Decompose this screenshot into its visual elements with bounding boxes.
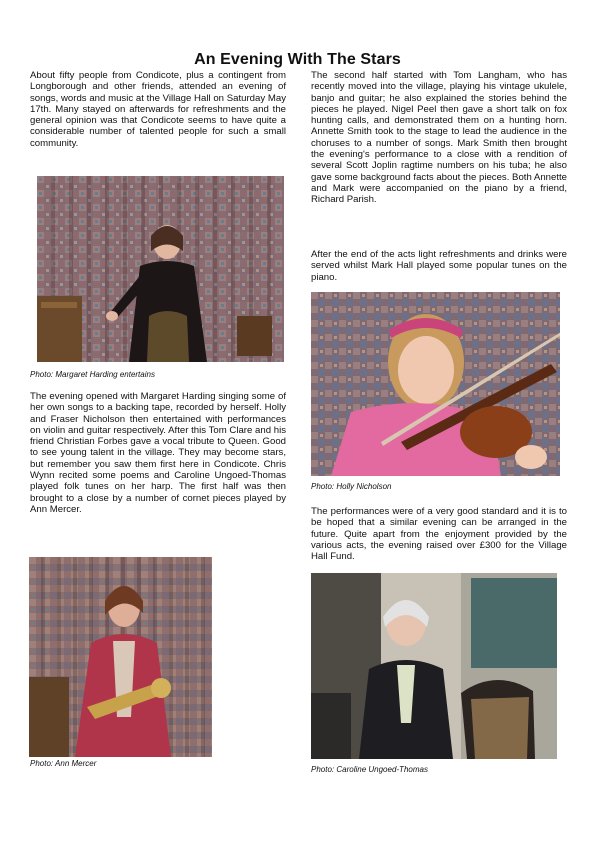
second-half-paragraph: The second half started with Tom Langham, who has recently moved into the village, playing his vintage ukulele, banjo and guitar; he also explained the stories behind the pieces he played. Nigel Peel then gave a short talk on fox hunting calls, and demonstrated them on a hunting horn. Annette Smith took to the stage to lead the audience in the choruses to a number of songs. Mark Smith then brought the evening's performance to a close with a rendition of several Scott Joplin ragtime numbers on his tuba; he also gave some background facts about the pieces. Both Annette and Mark were accompanied on the piano by a friend, Richard Parish. <box>311 70 568 206</box>
photo-caption-margaret-harding: Photo: Margaret Harding entertains <box>30 370 155 379</box>
photo-margaret-harding <box>37 176 284 362</box>
photo-caption-holly-nicholson: Photo: Holly Nicholson <box>311 482 392 491</box>
photo-holly-nicholson <box>311 292 560 476</box>
photo-caption-ann-mercer: Photo: Ann Mercer <box>30 759 97 768</box>
photo-caption-caroline-ungoed-thomas: Photo: Caroline Ungoed-Thomas <box>311 765 428 774</box>
article-title: An Evening With The Stars <box>194 51 401 68</box>
first-half-paragraph: The evening opened with Margaret Harding singing some of her own songs to a backing tape, recorded by herself. Holly and Fraser Nicholson then entertained with performances on violin and guitar respectively. After this Tom Clare and his friend Christian Forbes gave a vocal tribute to Queen. Good to see young talent in the village. They may become stars, but remember you saw them first here in Condicote. Chris Wynn recited some poems and Caroline Ungoed-Thomas played folk tunes on her harp. The first half was then brought to a close by a number of cornet pieces played by Ann Mercer. <box>30 391 286 515</box>
refreshments-paragraph: After the end of the acts light refreshments and drinks were served whilst Mark Hall played some popular tunes on the piano. <box>311 249 567 283</box>
photo-caroline-ungoed-thomas <box>311 573 557 759</box>
closing-paragraph: The performances were of a very good standard and it is to be hoped that a similar evening can be arranged in the future. Quite apart from the enjoyment provided by the various acts, the evening raised over £300 for the Village Hall Fund. <box>311 506 567 563</box>
photo-ann-mercer <box>29 557 212 757</box>
intro-paragraph: About fifty people from Condicote, plus a contingent from Longborough and other friends, attended an evening of songs, words and music at the Village Hall on Saturday May 17th. Many stayed on afterwards for refreshments and the general opinion was that Condicote seems to have quite a considerable number of talented people for such a small community. <box>30 70 286 149</box>
